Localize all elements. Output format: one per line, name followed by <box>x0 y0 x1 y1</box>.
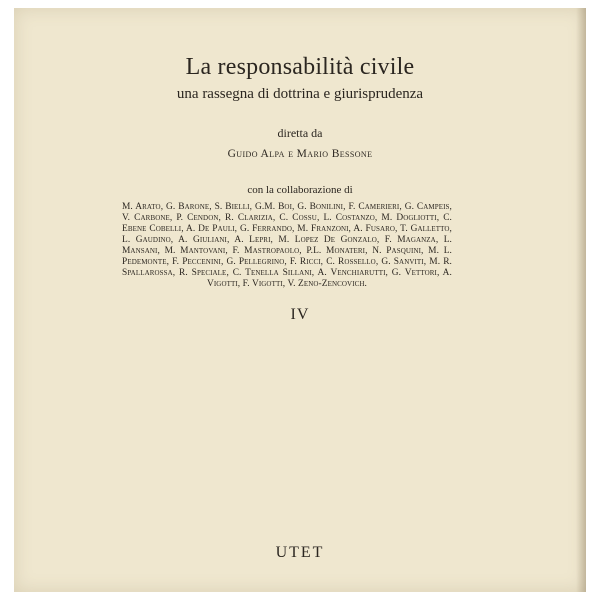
book-title-page <box>14 8 586 592</box>
publisher-name: UTET <box>275 544 325 561</box>
book-subtitle: una rassegna di dottrina e giurisprudenza <box>176 86 424 102</box>
collaboration-heading: con la collaborazione di <box>247 184 353 196</box>
volume-number: IV <box>290 306 310 323</box>
editors-names: Guido Alpa e Mario Bessone <box>227 148 373 160</box>
book-title: La responsabilità civile <box>185 54 415 80</box>
directed-by-label: diretta da <box>277 126 323 140</box>
collaborators-list: M. Arato, G. Barone, S. Bielli, G.M. Boi, G. Bonilini, F. Camerieri, G. Campeis, V. Carbone, P. Cendon, R. Clarizia, C. Cossu, L. Costanzo, M. Dogliotti, C. Ebene Cobelli, A. De Pauli, G. Ferrando, M. Franzoni, A. Fusaro, T. Galletto, L. Gaudino, A. Giuliani, A. Lepri, M. Lopez De Gonzalo, F. Maganza, L. Mansani, M. Mantovani, F. Mastropaolo, P.L. Monateri, N. Pasquini, M. L. Pedemonte, F. Peccenini, G. Pellegrino, F. Ricci, C. Rossello, G. Sanviti, M. R. Spallarossa, R. Speciale, C. Tenella Sillani, A. Venchiarutti, G. Vettori, A. Vigotti, F. Vigotti, V. Zeno-Zencovich. <box>122 202 452 289</box>
